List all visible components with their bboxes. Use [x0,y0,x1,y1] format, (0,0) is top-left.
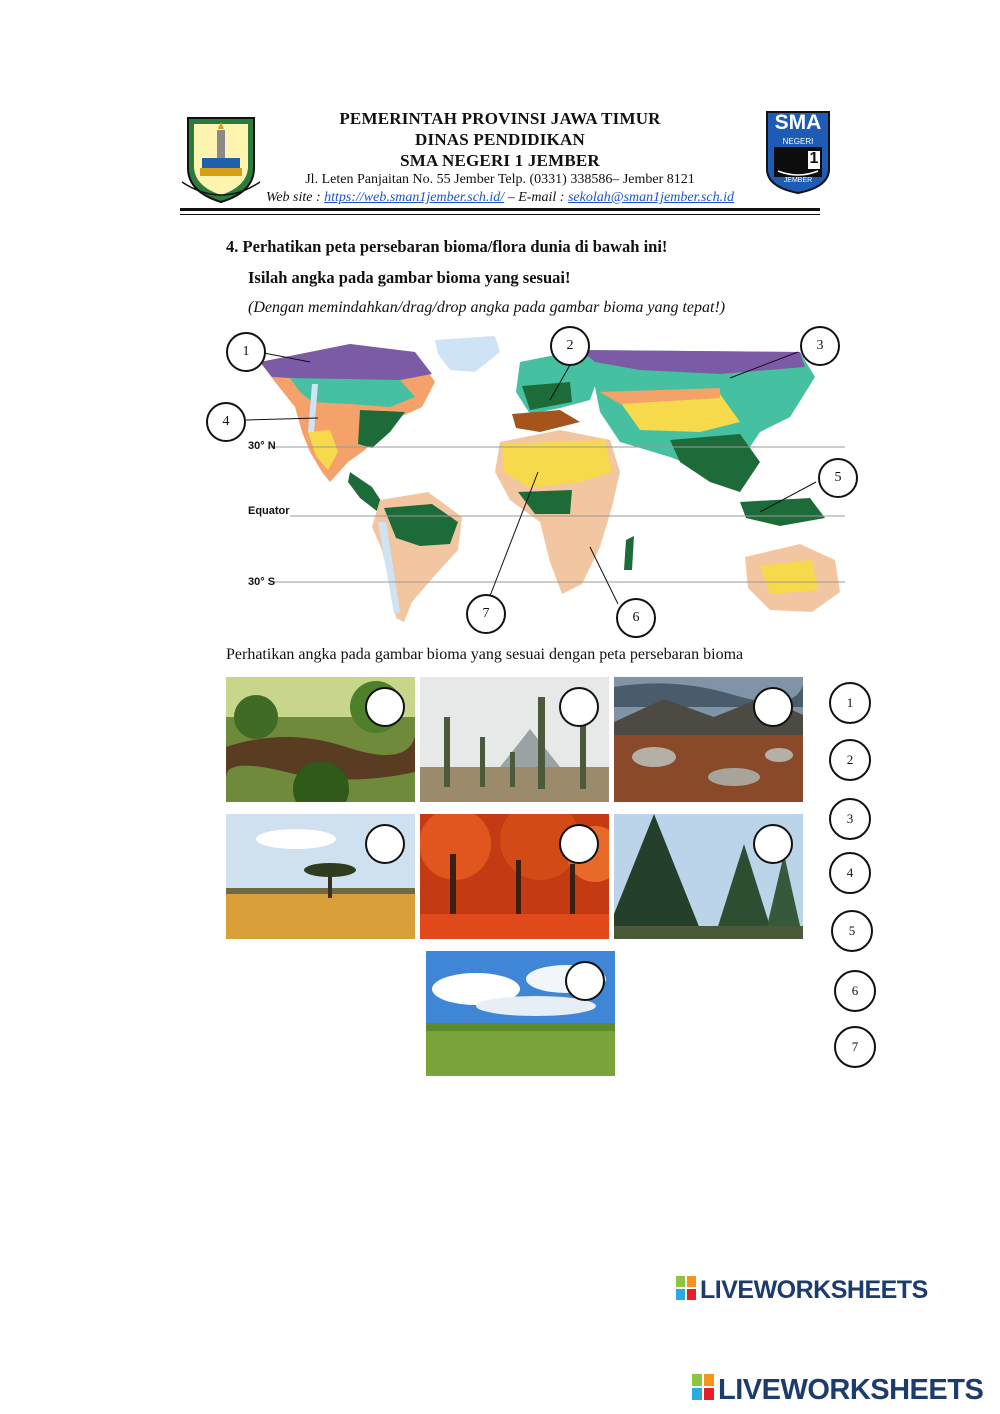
biome-map [200,322,850,644]
lw-logo-icon [676,1276,696,1307]
header-web [0,190,1000,206]
web-label: Web site : [265,190,325,205]
header-line-2: DINAS PENDIDIKAN [415,130,585,149]
equator-label: Equator [248,505,290,517]
lw-footer-logo-icon [692,1374,714,1408]
answer-badge-7[interactable]: 7 [834,1026,876,1068]
answer-badge-1[interactable]: 1 [829,682,871,724]
liveworksheets-footer [692,1374,983,1408]
question-subtitle: Isilah angka pada gambar bioma yang sesuai! [248,268,571,287]
map-indonesia [740,498,825,526]
map-label-7: 7 [466,594,506,634]
map-madagascar [624,536,634,570]
web-link[interactable]: https://web.sman1jember.sch.id/ [324,190,505,205]
map-label-4: 4 [206,402,246,442]
map-greenland [435,336,500,372]
question-instruction: (Dengan memindahkan/drag/drop angka pada gambar bioma yang tepat!) [248,299,726,316]
drop-slot[interactable] [565,961,605,1001]
answer-badge-2[interactable]: 2 [829,739,871,781]
photo-caption: Perhatikan angka pada gambar bioma yang sesuai dengan peta persebaran bioma [226,646,744,663]
map-australia-desert [760,560,818,594]
lw-text: LIVEWORKSHEETS [700,1276,928,1305]
drop-slot[interactable] [365,824,405,864]
map-label-6: 6 [616,598,656,638]
right-logo [764,109,832,195]
right-logo-text: SMA [774,111,822,134]
header-rule-thin [180,214,820,215]
header-line-3: SMA NEGERI 1 JEMBER [400,151,600,170]
drop-slot[interactable] [559,824,599,864]
header-line-1: PEMERINTAH PROVINSI JAWA TIMUR [339,109,661,128]
header-rule-thick [180,208,820,211]
answer-badge-5[interactable]: 5 [831,910,873,952]
photo-tundra [614,677,803,802]
map-label-3: 3 [800,326,840,366]
answer-badge-6[interactable]: 6 [834,970,876,1012]
drop-slot[interactable] [365,687,405,727]
drop-slot[interactable] [559,687,599,727]
header-address: Jl. Leten Panjaitan No. 55 Jember Telp. (0331) 338586– Jember 8121 [305,172,695,187]
drop-slot[interactable] [753,824,793,864]
lat-30s-label: 30° S [248,576,276,588]
photo-tropical-rainforest [226,677,415,802]
map-label-2: 2 [550,326,590,366]
right-logo-sub: NEGERI [782,137,814,146]
photo-savanna [226,814,415,939]
answer-badge-4[interactable]: 4 [829,852,871,894]
map-label-5: 5 [818,458,858,498]
question-title: 4. Perhatikan peta persebaran bioma/flora dunia di bawah ini! [226,237,668,256]
photo-coniferous-forest [614,814,803,939]
email-link[interactable]: sekolah@sman1jember.sch.id [567,190,735,205]
map-na-east-forest [358,410,405,448]
right-logo-num: 1 [809,150,819,167]
map-label-1: 1 [226,332,266,372]
lat-30n-label: 30° N [248,440,276,452]
photo-deciduous-forest [420,814,609,939]
answer-badge-3[interactable]: 3 [829,798,871,840]
map-mediterranean [512,410,580,432]
photo-desert [420,677,609,802]
right-logo-city: JEMBER [783,177,813,184]
lw-footer-text: LIVEWORKSHEETS [718,1374,984,1406]
liveworksheets-watermark [676,1276,928,1307]
photo-grassland [426,951,615,1076]
email-label: – E-mail : [504,190,568,205]
drop-slot[interactable] [753,687,793,727]
